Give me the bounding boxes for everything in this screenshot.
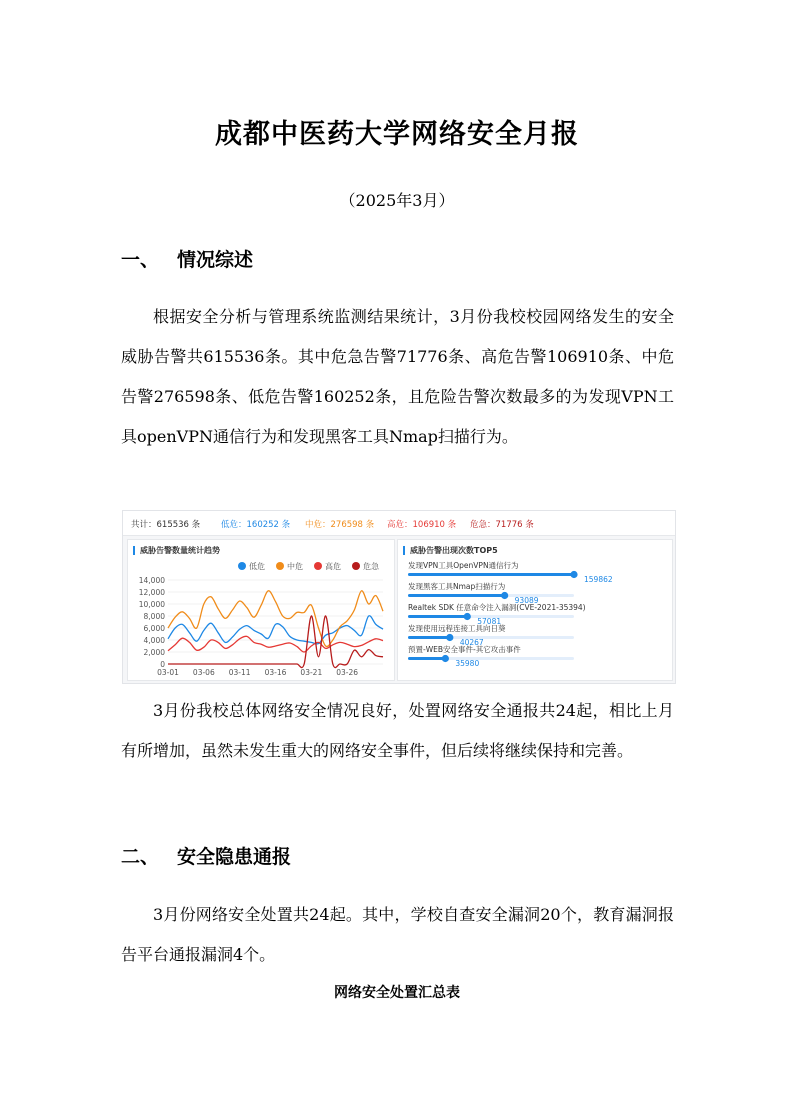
trend-panel-title: 威胁告警数量统计趋势 — [140, 546, 220, 555]
paragraph-summary: 3月份我校总体网络安全情况良好，处置网络安全通报共24起，相比上月有所增加，虽然未发生重大的网络安全事件，但后续将继续保持和完善。 — [121, 701, 674, 760]
bar-end-marker — [501, 592, 508, 599]
stat-medium: 中危：276598 条 — [305, 520, 375, 530]
bar-end-marker — [442, 655, 449, 662]
series-line — [168, 591, 383, 647]
x-tick-label: 03-11 — [228, 668, 251, 677]
bar-value-label: 35980 — [455, 659, 480, 668]
legend-label: 危急 — [363, 562, 379, 571]
legend-label: 高危 — [325, 562, 341, 571]
y-tick-label: 0 — [160, 660, 165, 669]
paragraph-disposal: 3月份网络安全处置共24起。其中，学校自查安全漏洞20个，教育漏洞报告平台通报漏洞4个。 — [121, 905, 674, 964]
stat-low: 低危：160252 条 — [221, 520, 291, 530]
legend-marker — [276, 562, 284, 570]
x-tick-label: 03-26 — [336, 668, 359, 677]
x-tick-label: 03-06 — [192, 668, 215, 677]
series-line — [168, 636, 383, 652]
x-tick-label: 03-16 — [264, 668, 287, 677]
legend-label: 低危 — [249, 562, 265, 571]
stat-total: 共计：615536 条 — [131, 520, 201, 530]
section-heading-2 — [121, 842, 291, 869]
bar — [408, 594, 505, 597]
y-tick-label: 2,000 — [143, 648, 165, 657]
legend-label: 中危 — [287, 562, 303, 571]
legend-marker — [352, 562, 360, 570]
paragraph-overview: 根据安全分析与管理系统监测结果统计，3月份我校校园网络发生的安全威胁告警共615536条。其中危急告警71776条、高危告警106910条、中危告警276598条、低危告警160252条，且危险告警次数最多的为发现VPN工具openVPN通信行为和发现黑客工具Nmap扫描行为。 — [121, 307, 674, 446]
page-title: 成都中医药大学网络安全月报 — [215, 119, 579, 150]
section-heading-1 — [121, 245, 253, 272]
bar-category-label: 发现VPN工具OpenVPN通信行为 — [408, 561, 519, 570]
y-tick-label: 6,000 — [143, 624, 165, 633]
stat-critical: 危急：71776 条 — [470, 520, 534, 530]
x-tick-label: 03-21 — [300, 668, 323, 677]
bar — [408, 657, 445, 660]
bar-category-label: 发现黑客工具Nmap扫描行为 — [408, 582, 506, 591]
y-tick-label: 10,000 — [138, 600, 165, 609]
legend-marker — [238, 562, 246, 570]
section-title: 安全隐患通报 — [177, 846, 292, 868]
bar — [408, 636, 450, 639]
section-number: 二、 — [121, 846, 160, 868]
section-number: 一、 — [121, 249, 160, 271]
top5-panel-title: 威胁告警出现次数TOP5 — [410, 546, 498, 555]
legend-marker — [314, 562, 322, 570]
y-tick-label: 4,000 — [143, 636, 165, 645]
bar-end-marker — [570, 571, 577, 578]
bar — [408, 573, 574, 576]
bar-value-label: 40267 — [459, 638, 484, 647]
dashboard-figure — [122, 510, 676, 684]
y-tick-label: 14,000 — [138, 576, 165, 585]
bar-category-label: 发现使用远程连接工具向日葵 — [408, 624, 506, 633]
table-caption: 网络安全处置汇总表 — [334, 985, 460, 1001]
bar-value-label: 93089 — [514, 596, 539, 605]
report-date: （2025年3月） — [339, 191, 455, 210]
bar-end-marker — [464, 613, 471, 620]
stat-high: 高危：106910 条 — [387, 520, 457, 530]
bar-category-label: 预置-WEB安全事件-其它攻击事件 — [408, 645, 521, 654]
x-tick-label: 03-01 — [157, 668, 179, 677]
trend-panel — [127, 539, 395, 681]
bar-value-label: 159862 — [584, 575, 613, 584]
bar — [408, 615, 467, 618]
top5-panel — [397, 539, 673, 681]
section-title: 情况综述 — [177, 249, 254, 271]
bar-category-label: Realtek SDK 任意命令注入漏洞(CVE-2021-35394) — [408, 603, 586, 612]
bar-end-marker — [446, 634, 453, 641]
stats-bar — [123, 511, 675, 536]
trend-chart — [128, 540, 394, 680]
bar-value-label: 57081 — [477, 617, 502, 626]
y-tick-label: 8,000 — [143, 612, 165, 621]
top5-chart — [398, 540, 672, 680]
y-tick-label: 12,000 — [138, 588, 165, 597]
